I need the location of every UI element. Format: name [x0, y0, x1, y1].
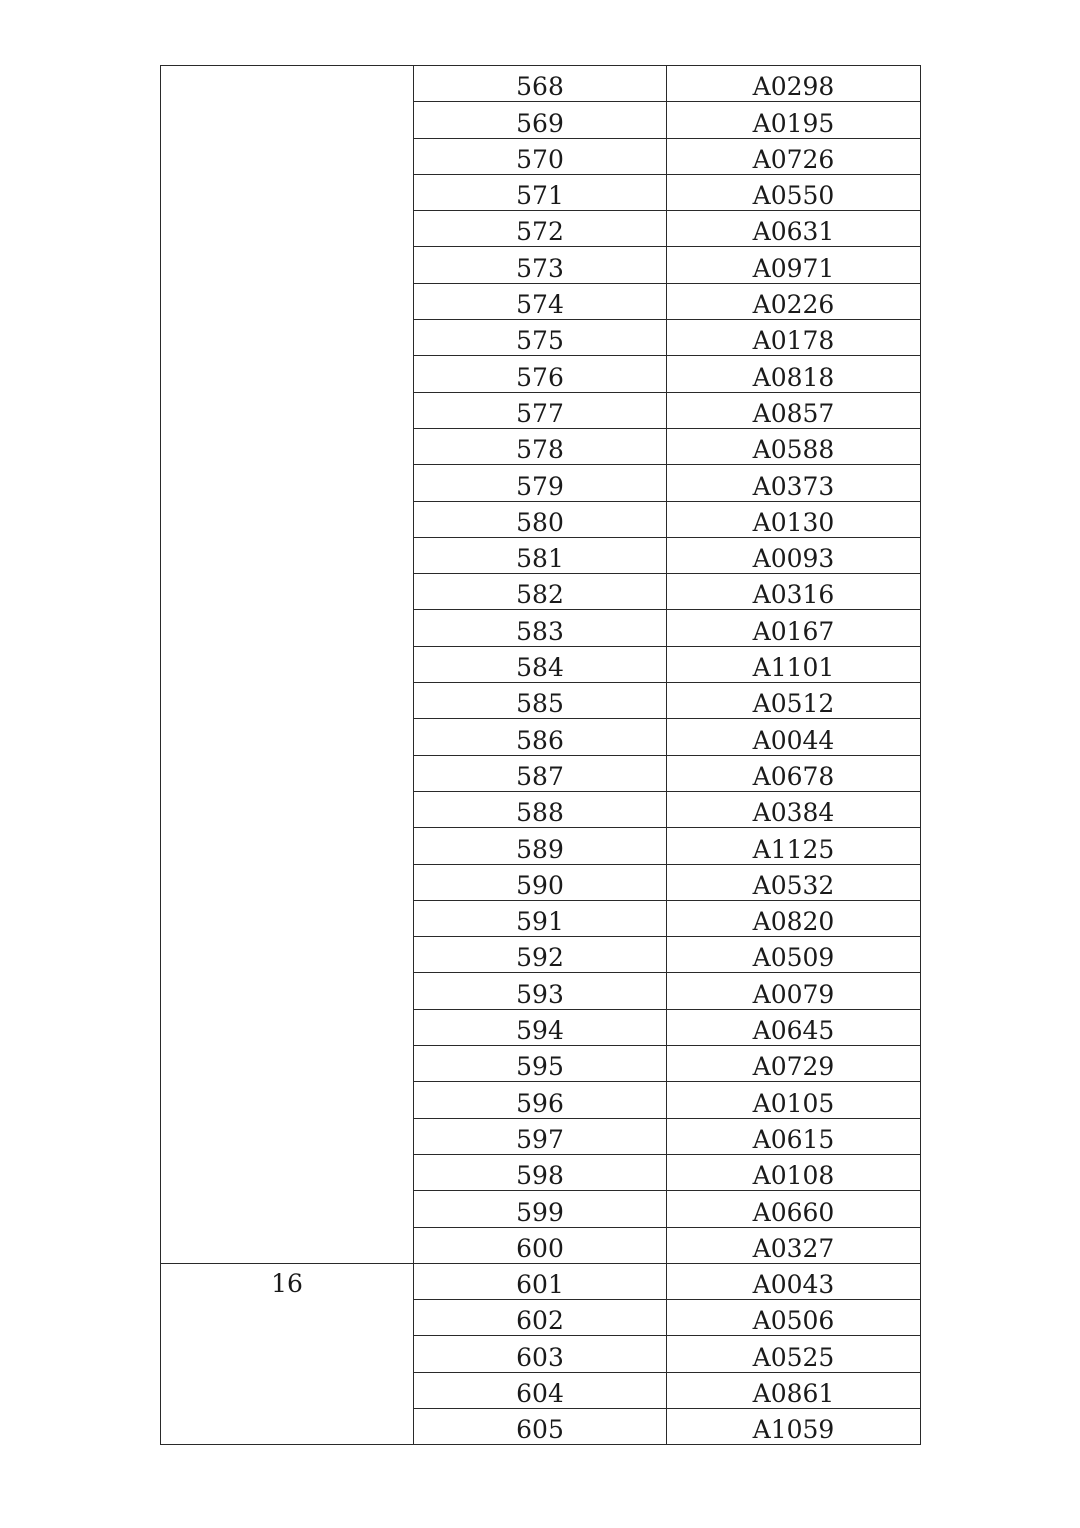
candidate-code-cell: A0373 [667, 465, 921, 501]
candidate-code-cell: A0660 [667, 1191, 921, 1227]
candidate-code-cell: A0043 [667, 1263, 921, 1299]
sequence-number-cell: 596 [414, 1082, 667, 1118]
sequence-number-cell: 595 [414, 1046, 667, 1082]
sequence-number-cell: 581 [414, 537, 667, 573]
candidate-code-cell: A0226 [667, 283, 921, 319]
sequence-number-cell: 604 [414, 1372, 667, 1408]
sequence-number-cell: 573 [414, 247, 667, 283]
sequence-number-cell: 576 [414, 356, 667, 392]
candidate-code-cell: A0105 [667, 1082, 921, 1118]
group-number-cell [161, 66, 414, 1264]
sequence-number-cell: 578 [414, 428, 667, 464]
sequence-number-cell: 587 [414, 755, 667, 791]
sequence-number-cell: 577 [414, 392, 667, 428]
sequence-number-cell: 593 [414, 973, 667, 1009]
candidate-code-cell: A0726 [667, 138, 921, 174]
candidate-code-cell: A0550 [667, 174, 921, 210]
sequence-number-cell: 580 [414, 501, 667, 537]
candidate-code-cell: A0678 [667, 755, 921, 791]
candidate-code-cell: A1125 [667, 828, 921, 864]
candidate-code-cell: A0631 [667, 211, 921, 247]
candidate-code-cell: A0327 [667, 1227, 921, 1263]
candidate-code-cell: A0861 [667, 1372, 921, 1408]
candidate-code-cell: A0615 [667, 1118, 921, 1154]
candidate-code-cell: A0079 [667, 973, 921, 1009]
sequence-number-cell: 599 [414, 1191, 667, 1227]
candidate-code-cell: A0178 [667, 320, 921, 356]
sequence-number-cell: 600 [414, 1227, 667, 1263]
sequence-number-cell: 584 [414, 646, 667, 682]
sequence-number-cell: 605 [414, 1408, 667, 1444]
sequence-number-cell: 585 [414, 683, 667, 719]
sequence-number-cell: 598 [414, 1154, 667, 1190]
candidate-code-cell: A0044 [667, 719, 921, 755]
sequence-number-cell: 592 [414, 937, 667, 973]
sequence-number-cell: 589 [414, 828, 667, 864]
sequence-number-cell: 575 [414, 320, 667, 356]
sequence-number-cell: 571 [414, 174, 667, 210]
candidate-code-cell: A0971 [667, 247, 921, 283]
candidate-code-cell: A0532 [667, 864, 921, 900]
candidate-code-cell: A1101 [667, 646, 921, 682]
sequence-number-cell: 569 [414, 102, 667, 138]
candidate-code-cell: A0525 [667, 1336, 921, 1372]
sequence-number-cell: 594 [414, 1009, 667, 1045]
sequence-number-cell: 579 [414, 465, 667, 501]
candidate-code-cell: A0509 [667, 937, 921, 973]
table-row [161, 1263, 921, 1299]
roster-table-body [161, 66, 921, 1445]
candidate-code-cell: A0195 [667, 102, 921, 138]
candidate-code-cell: A0298 [667, 66, 921, 102]
sequence-number-cell: 590 [414, 864, 667, 900]
candidate-code-cell: A0818 [667, 356, 921, 392]
sequence-number-cell: 603 [414, 1336, 667, 1372]
sequence-number-cell: 574 [414, 283, 667, 319]
candidate-code-cell: A0130 [667, 501, 921, 537]
sequence-number-cell: 586 [414, 719, 667, 755]
candidate-code-cell: A0588 [667, 428, 921, 464]
candidate-code-cell: A1059 [667, 1408, 921, 1444]
candidate-code-cell: A0093 [667, 537, 921, 573]
candidate-code-cell: A0645 [667, 1009, 921, 1045]
candidate-code-cell: A0108 [667, 1154, 921, 1190]
candidate-code-cell: A0820 [667, 900, 921, 936]
sequence-number-cell: 568 [414, 66, 667, 102]
candidate-code-cell: A0512 [667, 683, 921, 719]
candidate-code-cell: A0857 [667, 392, 921, 428]
sequence-number-cell: 602 [414, 1300, 667, 1336]
candidate-code-cell: A0384 [667, 791, 921, 827]
sequence-number-cell: 591 [414, 900, 667, 936]
table-row [161, 66, 921, 102]
roster-table [160, 65, 921, 1445]
sequence-number-cell: 601 [414, 1263, 667, 1299]
sequence-number-cell: 597 [414, 1118, 667, 1154]
candidate-code-cell: A0316 [667, 574, 921, 610]
sequence-number-cell: 582 [414, 574, 667, 610]
sequence-number-cell: 583 [414, 610, 667, 646]
sequence-number-cell: 572 [414, 211, 667, 247]
candidate-code-cell: A0167 [667, 610, 921, 646]
sequence-number-cell: 570 [414, 138, 667, 174]
candidate-code-cell: A0729 [667, 1046, 921, 1082]
group-number-cell: 16 [161, 1263, 414, 1444]
candidate-code-cell: A0506 [667, 1300, 921, 1336]
sequence-number-cell: 588 [414, 791, 667, 827]
